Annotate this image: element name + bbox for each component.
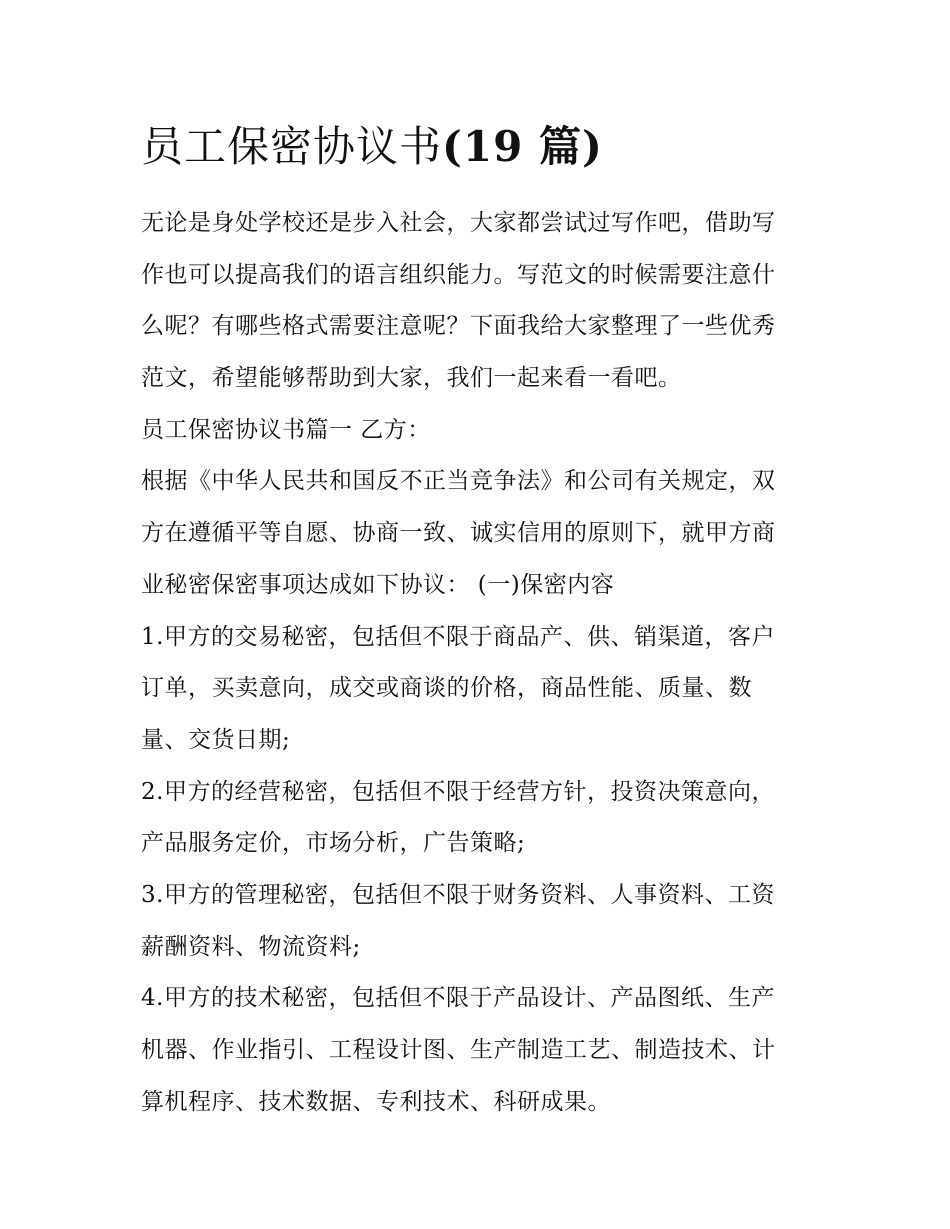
- title-main: 员工保密协议书: [141, 122, 443, 171]
- title-count: (19 篇): [442, 122, 603, 171]
- list-item-line: 量、交货日期;: [141, 726, 291, 753]
- section-heading: 员工保密协议书篇一 乙方：: [141, 416, 431, 443]
- body-line: 范文，希望能够帮助到大家，我们一起来看一看吧。: [141, 365, 682, 392]
- document-title: [141, 116, 603, 178]
- list-item-line: 产品服务定价，市场分析，广告策略;: [141, 830, 526, 857]
- list-item-line: 机器、作业指引、工程设计图、生产制造工艺、制造技术、计: [141, 1037, 776, 1063]
- list-item-line: 订单，买卖意向，成交或商谈的价格，商品性能、质量、数: [141, 675, 752, 702]
- body-line: 作也可以提高我们的语言组织能力。写范文的时候需要注意什: [141, 261, 776, 288]
- body-line: 方在遵循平等自愿、协商一致、诚实信用的原则下，就甲方商: [141, 520, 776, 547]
- body-line: 么呢？有哪些格式需要注意呢？下面我给大家整理了一些优秀: [141, 313, 776, 340]
- body-line: 无论是身处学校还是步入社会，大家都尝试过写作吧，借助写: [141, 210, 776, 236]
- list-item-line: 1.甲方的交易秘密，包括但不限于商品产、供、销渠道，客户: [141, 623, 775, 650]
- list-item-line: 2.甲方的经营秘密，包括但不限于经营方针，投资决策意向，: [141, 778, 775, 805]
- list-item-line: 4.甲方的技术秘密，包括但不限于产品设计、产品图纸、生产: [141, 985, 775, 1012]
- list-item-line: 算机程序、技术数据、专利技术、科研成果。: [141, 1088, 611, 1115]
- document-body: [141, 198, 821, 1128]
- list-item-line: 薪酬资料、物流资料;: [141, 933, 361, 960]
- list-item-line: 3.甲方的管理秘密，包括但不限于财务资料、人事资料、工资: [141, 881, 775, 908]
- body-line: 根据《中华人民共和国反不正当竞争法》和公司有关规定，双: [141, 468, 776, 495]
- body-line: 业秘密保密事项达成如下协议： (一)保密内容: [141, 571, 615, 598]
